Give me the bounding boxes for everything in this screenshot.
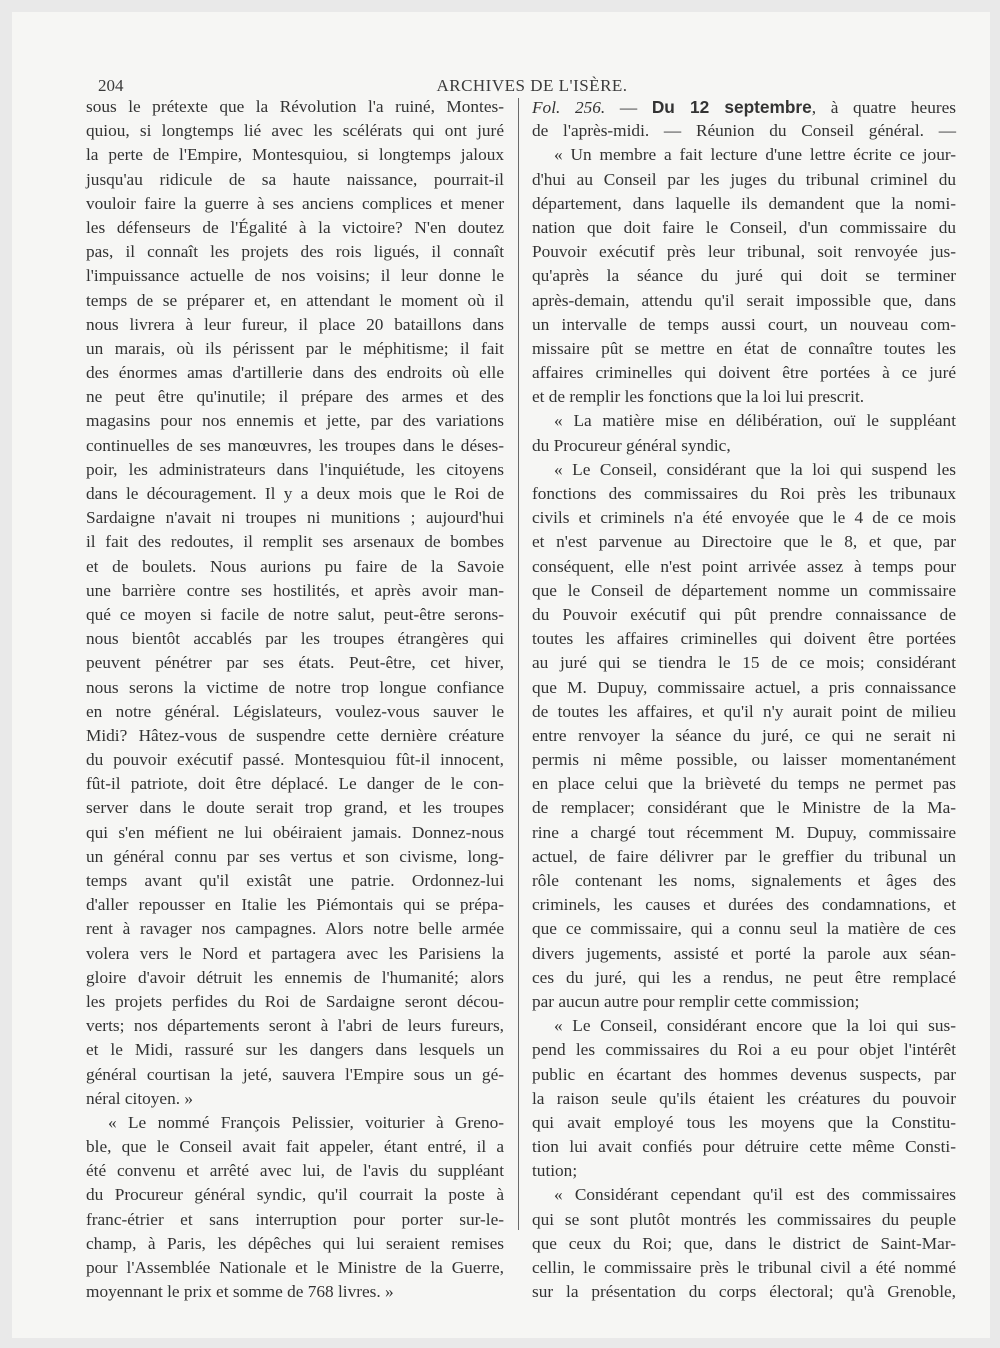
text-line: ble, que le Conseil avait fait appeler, étant entré, il a xyxy=(86,1137,504,1157)
text-line: ne peut être qu'inutile; il prépare des armes et des xyxy=(86,387,504,407)
text-line: poir, les administrateurs dans l'inquiétude, les citoyens xyxy=(86,459,504,479)
date-separator: — xyxy=(605,98,652,117)
text-line: que ce commissaire, qui a connu seul la matière de ces xyxy=(532,919,956,939)
right-column xyxy=(532,95,956,1304)
text-line: quiou, si longtemps lié avec les scélérats qui ont juré xyxy=(86,121,504,141)
text-line: été convenu et arrêté avec lui, de l'avis du suppléant xyxy=(86,1161,504,1181)
text-line: continuelles de ses manœuvres, les troupes dans le déses- xyxy=(86,435,504,455)
text-line: qui avait employé tous les moyens que la Constitu- xyxy=(532,1112,956,1132)
text-line: gloire d'avoir détruit les ennemis de l'humanité; alors xyxy=(86,967,504,987)
folio-reference: Fol. 256. xyxy=(532,98,606,117)
text-line: dans le découragement. Il y a deux mois que le Roi de xyxy=(86,484,504,503)
text-line: de l'après-midi. — Réunion du Conseil général. — xyxy=(532,121,956,141)
text-line: actuel, de faire délivrer par le greffier du tribunal un xyxy=(532,846,956,866)
text-line: nation que doit faire le Conseil, d'un commissaire du xyxy=(532,217,956,237)
text-line: un intervalle de temps aussi court, un nouveau com- xyxy=(532,314,956,334)
text-line: qu'après la séance du juré qui doit se terminer xyxy=(532,266,956,286)
text-line: Midi? Hâtez-vous de suspendre cette dernière créature xyxy=(86,725,504,745)
text-line: temps de se préparer et, en attendant le moment où il xyxy=(86,290,504,310)
text-line: rine a chargé tout récemment M. Dupuy, commissaire xyxy=(532,822,956,842)
text-line: du Procureur général syndic, xyxy=(532,435,731,455)
text-line: « Le Conseil, considérant que la loi qui suspend les xyxy=(554,459,956,479)
text-line: entre renvoyer la séance du juré, ce qui ne serait ni xyxy=(532,725,956,745)
text-line: civils et criminels n'a été envoyée que le 4 de ce mois xyxy=(532,508,956,528)
text-line: par aucun autre pour remplir cette commission; xyxy=(532,991,860,1011)
text-line: missaire pût se mettre en état de connaître toutes les xyxy=(532,338,956,358)
text-line: de remplacer; considérant que le Ministre de la Ma- xyxy=(532,798,956,818)
text-line: général courtisan la jeté, sauvera l'Empire sous un gé- xyxy=(86,1064,504,1084)
text-line: rent à ravager nos campagnes. Alors notre belle armée xyxy=(86,919,504,939)
text-line: l'impuissance actuelle de nos voisins; il leur donne le xyxy=(86,266,504,286)
text-line: magasins pour nos ennemis et jette, par des variations xyxy=(86,411,504,431)
text-line: après-demain, attendu qu'il serait impossible que, dans xyxy=(532,290,956,310)
text-line: du Procureur général syndic, qu'il courrait la poste à xyxy=(86,1185,504,1205)
text-line: volera vers le Nord et partagera avec les Parisiens la xyxy=(86,943,504,963)
text-line: la raison seule qu'ils étaient les créatures du pouvoir xyxy=(532,1088,956,1108)
text-line: peuvent pénétrer par ses états. Peut-être, cet hiver, xyxy=(86,653,504,673)
text-line: un général connu par ses vertus et son civisme, long- xyxy=(86,846,504,866)
running-title: ARCHIVES DE L'ISÈRE. xyxy=(436,76,628,95)
text-line: et de boulets. Nous aurions pu faire de la Savoie xyxy=(86,556,504,576)
text-line: les projets perfides du Roi de Sardaigne seront décou- xyxy=(86,991,504,1011)
text-line: un marais, où ils périssent par le méphitisme; il fait xyxy=(86,338,504,358)
text-line: que M. Dupuy, commissaire actuel, a pris connaissance xyxy=(532,677,956,697)
text-line: moyennant le prix et somme de 768 livres. » xyxy=(86,1282,394,1302)
text-line: « Le Conseil, considérant encore que la loi qui sus- xyxy=(554,1016,956,1036)
text-line: pour l'Assemblée Nationale et le Ministre de la Guerre, xyxy=(86,1258,504,1277)
text-line: verts; nos départements seront à l'abri de leurs fureurs, xyxy=(86,1016,504,1036)
text-line: « Un membre a fait lecture d'une lettre écrite ce jour- xyxy=(554,145,956,165)
text-line: « Considérant cependant qu'il est des commissaires xyxy=(554,1185,956,1205)
text-line: il fait des redoutes, il remplit ses arsenaux de bombes xyxy=(86,532,504,552)
text-line: champ, à Paris, les dépêches qui lui seraient remises xyxy=(86,1233,504,1253)
text-line: que le Conseil de département nomme un commissaire xyxy=(532,580,956,600)
left-column xyxy=(86,95,504,1304)
text-line: ces du juré, qui les a rendus, ne peut être remplacé xyxy=(532,967,956,987)
text-line: en place celui que la brièveté du temps ne permet pas xyxy=(532,774,956,794)
text-line: « Le nommé François Pelissier, voiturier à Greno- xyxy=(108,1112,504,1132)
text-line: qui s'en méfient ne lui obéiraient jamais. Donnez-nous xyxy=(86,822,504,842)
text-line: et n'est parvenue au Directoire que le 8, et que, par xyxy=(532,532,956,552)
text-line: temps avant qu'il existât une patrie. Ordonnez-lui xyxy=(86,871,504,890)
text-line: Sardaigne n'avait ni troupes ni munitions ; aujourd'hui xyxy=(86,508,504,528)
text-line: conséquent, elle n'est point arrivée assez à temps pour xyxy=(532,556,956,576)
text-line: permis ni même possible, ou laisser momentanément xyxy=(532,750,956,770)
session-date: Du 12 septembre xyxy=(651,97,812,117)
session-time: , à quatre heures xyxy=(811,98,956,117)
text-line: du Pouvoir exécutif qui pût prendre connaissance de xyxy=(532,604,956,624)
text-line: des énormes amas d'artillerie dans des endroits où elle xyxy=(86,363,504,383)
text-line: criminels, les causes et durées des condamnations, et xyxy=(532,895,956,915)
text-line: et le Midi, rassuré sur les dangers dans lesquels un xyxy=(86,1040,504,1060)
text-line: tion lui avait confiés pour détruire cette même Consti- xyxy=(532,1137,956,1157)
text-line: nous bientôt accablés par les troupes étrangères qui xyxy=(86,629,504,649)
text-line: sous le prétexte que la Révolution l'a ruiné, Montes- xyxy=(86,97,504,116)
text-line: fonctions des commissaires du Roi près les tribunaux xyxy=(532,484,956,503)
text-line: du pouvoir exécutif passé. Montesquiou fût-il innocent, xyxy=(86,750,504,770)
text-line: rôle contenant les noms, signalements et âges des xyxy=(532,871,956,890)
text-line: affaires criminelles qui doivent être portées à ce juré xyxy=(532,363,956,383)
text-line: qué ce moyen si facile de notre salut, peut-être serons- xyxy=(86,604,504,624)
text-line: tution; xyxy=(532,1161,578,1181)
text-line: pas, il connaît les projets des rois ligués, il connaît xyxy=(86,242,504,262)
text-line: server dans le doute serait trop grand, et les troupes xyxy=(86,798,504,818)
text-line: divers jugements, assisté et porté la parole aux séan- xyxy=(532,943,956,963)
text-line: « La matière mise en délibération, ouï le suppléant xyxy=(554,411,956,431)
text-line: en notre général. Législateurs, voulez-vous sauver le xyxy=(86,701,504,721)
text-line: les défenseurs de l'Égalité à la victoire? N'en doutez xyxy=(86,217,504,237)
text-line: franc-étrier et sans interruption pour porter sur-le- xyxy=(86,1209,504,1229)
text-line: toutes les affaires criminelles qui doivent être portées xyxy=(532,629,956,649)
text-line: au juré qui se tiendra le 15 de ce mois; considérant xyxy=(532,653,956,673)
text-line: fût-il patriote, doit être déplacé. Le danger de le con- xyxy=(86,774,504,794)
text-line: d'aller repousser en Italie les Piémontais qui se prépa- xyxy=(86,895,504,915)
text-line: d'hui au Conseil par les juges du tribunal criminel du xyxy=(532,169,956,189)
text-line: et de remplir les fonctions que la loi lui prescrit. xyxy=(532,387,865,407)
text-line: sur la présentation du corps électoral; qu'à Grenoble, xyxy=(532,1282,956,1302)
text-line: une barrière contre ses hostilités, et après avoir man- xyxy=(86,580,504,600)
text-line: département, dans laquelle ils demandent que la nomi- xyxy=(532,193,956,213)
text-line: nous livrera à leur fureur, il place 20 bataillons dans xyxy=(86,314,504,334)
column-divider xyxy=(518,98,519,1230)
folio-heading-line xyxy=(532,95,956,119)
text-line: qui se sont plutôt montrés les commissaires du peuple xyxy=(532,1209,956,1229)
text-line: Pouvoir exécutif près leur tribunal, soit renvoyée jus- xyxy=(532,242,956,262)
text-line: nous serons la victime de notre trop longue confiance xyxy=(86,677,504,697)
text-line: vouloir faire la guerre à ses anciens complices et mener xyxy=(86,193,504,213)
text-line: de toutes les affaires, et qu'il n'y aurait point de milieu xyxy=(532,701,956,721)
text-line: jusqu'au ridicule de sa haute naissance, pourrait-il xyxy=(86,169,504,189)
text-line: la perte de l'Empire, Montesquiou, si longtemps jaloux xyxy=(86,145,504,165)
text-line: que ceux du Roi; que, dans le district de Saint-Mar- xyxy=(532,1233,956,1253)
text-line: public en écartant des hommes devenus suspects, par xyxy=(532,1064,956,1084)
text-line: pend les commissaires du Roi a eu pour objet l'intérêt xyxy=(532,1040,956,1060)
text-line: cellin, le commissaire près le tribunal civil a été nommé xyxy=(532,1258,956,1277)
text-line: néral citoyen. » xyxy=(86,1088,194,1108)
page-number: 204 xyxy=(98,76,124,95)
